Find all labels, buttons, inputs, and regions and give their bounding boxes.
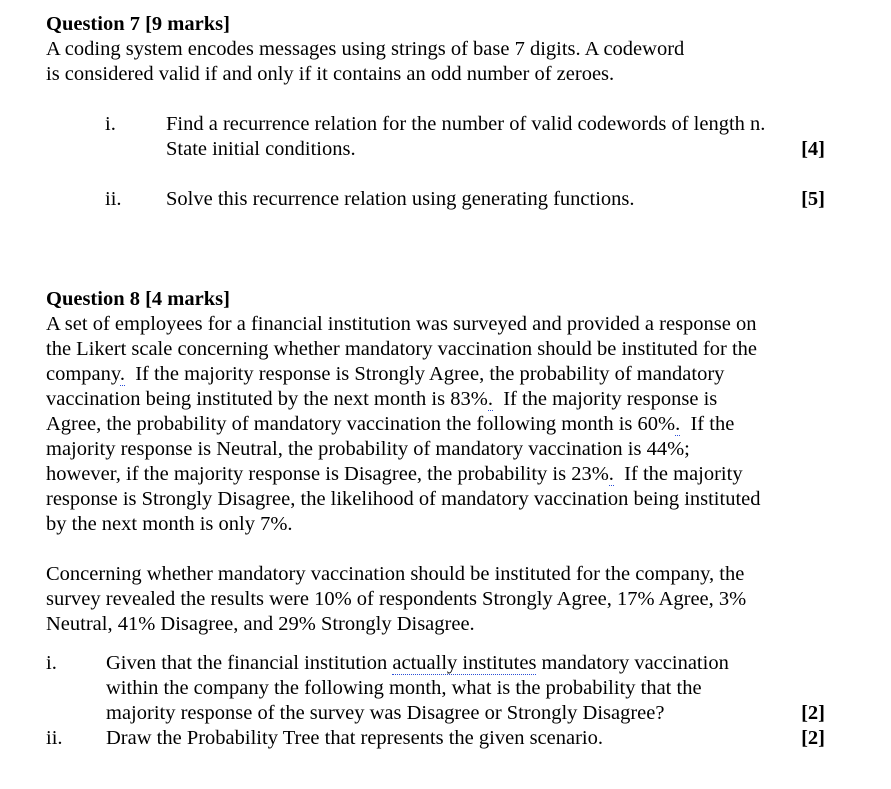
question-7-heading: Question 7 [9 marks] bbox=[46, 13, 230, 35]
question-8-paragraph-2 bbox=[46, 562, 826, 637]
q8-part-i-text bbox=[106, 651, 729, 726]
part-line: Given that the financial institution actually institutes mandatory vaccination bbox=[106, 652, 729, 674]
q7-part-ii-text: Solve this recurrence relation using generating functions. bbox=[166, 188, 635, 210]
part-line: Find a recurrence relation for the number of valid codewords of length n. bbox=[166, 113, 766, 135]
dotted-punctuation: . bbox=[487, 388, 493, 410]
q8-part-i-number: i. bbox=[46, 652, 57, 674]
q7-part-ii-number: ii. bbox=[105, 188, 122, 210]
dotted-phrase: actually institutes bbox=[392, 652, 537, 674]
dotted-punctuation: . bbox=[608, 463, 614, 485]
question-8-paragraph-1 bbox=[46, 312, 826, 537]
intro-line: A coding system encodes messages using strings of base 7 digits. A codeword bbox=[46, 38, 685, 60]
para-line: however, if the majority response is Disagree, the probability is 23%. If the majority bbox=[46, 463, 743, 485]
q7-part-i-number: i. bbox=[105, 113, 116, 135]
q7-part-i-marks: [4] bbox=[801, 138, 825, 160]
dotted-punctuation: . bbox=[119, 363, 125, 385]
q7-part-i-text bbox=[166, 112, 765, 162]
para-line: Neutral, 41% Disagree, and 29% Strongly Disagree. bbox=[46, 613, 475, 635]
para-line: survey revealed the results were 10% of respondents Strongly Agree, 17% Agree, 3% bbox=[46, 588, 747, 610]
q8-part-ii-text: Draw the Probability Tree that represents the given scenario. bbox=[106, 727, 603, 749]
para-line: company. If the majority response is Strongly Agree, the probability of mandatory bbox=[46, 363, 725, 385]
para-line: the Likert scale concerning whether mandatory vaccination should be instituted for the bbox=[46, 338, 757, 360]
q8-part-i-marks: [2] bbox=[801, 702, 825, 724]
part-line: State initial conditions. bbox=[166, 138, 356, 160]
para-line: Agree, the probability of mandatory vaccination the following month is 60%. If the bbox=[46, 413, 735, 435]
question-7-intro bbox=[46, 37, 826, 87]
para-line: Concerning whether mandatory vaccination should be instituted for the company, the bbox=[46, 563, 745, 585]
para-line: A set of employees for a financial institution was surveyed and provided a response on bbox=[46, 313, 757, 335]
q7-part-ii-marks: [5] bbox=[801, 188, 825, 210]
para-line: vaccination being instituted by the next month is 83%. If the majority response is bbox=[46, 388, 718, 410]
part-line: within the company the following month, what is the probability that the bbox=[106, 677, 702, 699]
q8-part-ii-marks: [2] bbox=[801, 727, 825, 749]
para-line: by the next month is only 7%. bbox=[46, 513, 293, 535]
para-line: majority response is Neutral, the probability of mandatory vaccination is 44%; bbox=[46, 438, 690, 460]
intro-line: is considered valid if and only if it contains an odd number of zeroes. bbox=[46, 63, 615, 85]
part-line: majority response of the survey was Disagree or Strongly Disagree? bbox=[106, 702, 665, 724]
dotted-punctuation: . bbox=[675, 413, 681, 435]
q8-part-ii-number: ii. bbox=[46, 727, 63, 749]
para-line: response is Strongly Disagree, the likelihood of mandatory vaccination being instituted bbox=[46, 488, 761, 510]
question-8-heading: Question 8 [4 marks] bbox=[46, 288, 230, 310]
